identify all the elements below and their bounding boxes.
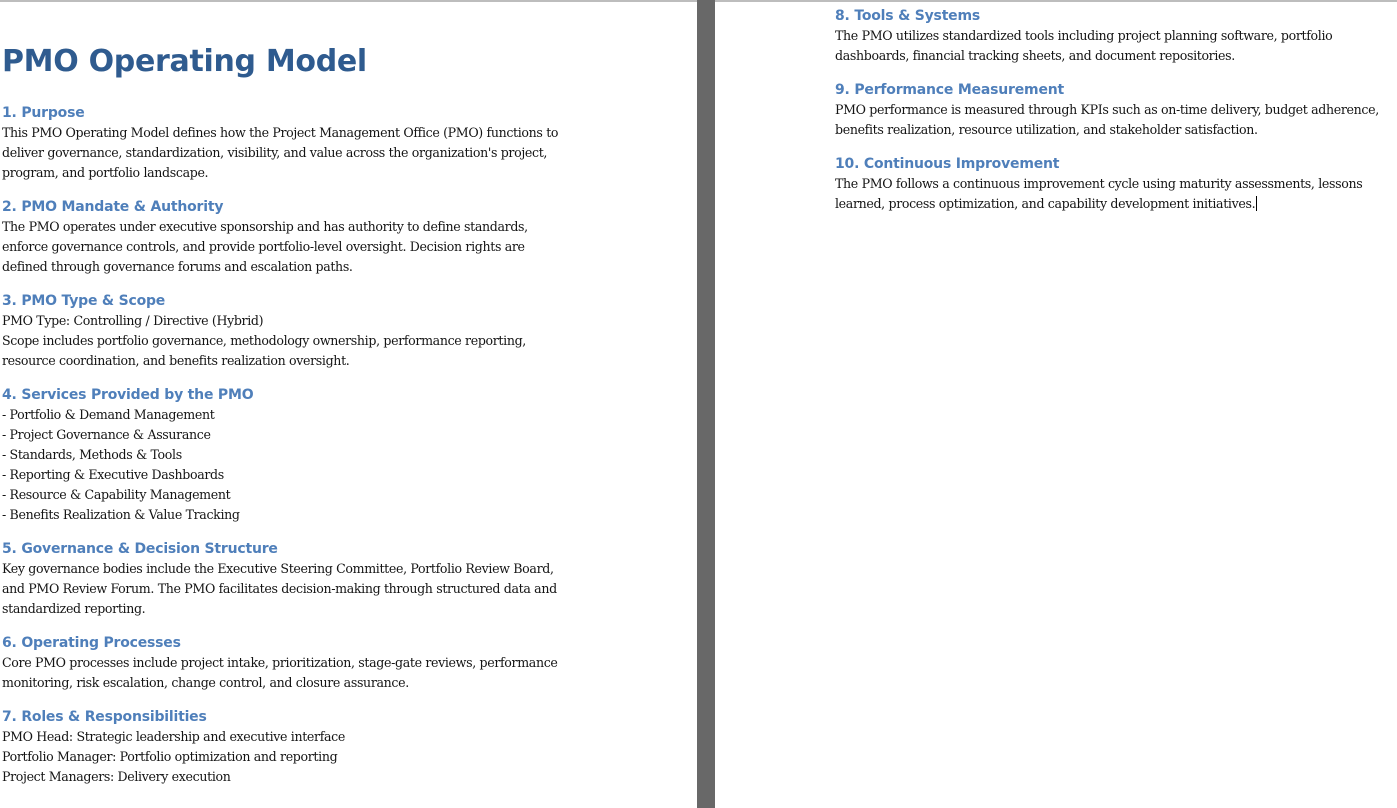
- paragraph-line: Project Managers: Delivery execution: [2, 769, 231, 784]
- section-heading: 8. Tools & Systems: [835, 8, 980, 24]
- page-separator: [697, 0, 715, 808]
- document-page-2[interactable]: [715, 0, 1397, 808]
- text-cursor: [1256, 196, 1257, 211]
- paragraph-line: defined through governance forums and escalation paths.: [2, 259, 353, 274]
- section-heading: 10. Continuous Improvement: [835, 156, 1060, 172]
- paragraph-line: and PMO Review Forum. The PMO facilitates decision-making through structured data and: [2, 581, 557, 596]
- paragraph-line: The PMO utilizes standardized tools including project planning software, portfolio: [835, 28, 1333, 43]
- paragraph-line: enforce governance controls, and provide portfolio-level oversight. Decision rights are: [2, 239, 525, 254]
- paragraph-line: dashboards, financial tracking sheets, and document repositories.: [835, 48, 1235, 63]
- section-purpose: [2, 103, 582, 183]
- section-heading: 7. Roles & Responsibilities: [2, 709, 207, 725]
- list-item: - Resource & Capability Management: [2, 487, 231, 502]
- paragraph-line: PMO performance is measured through KPIs such as on-time delivery, budget adherence,: [835, 102, 1379, 117]
- section-tools-systems: [835, 6, 1397, 66]
- document-title: PMO Operating Model: [2, 44, 367, 79]
- section-governance-decision: [2, 539, 582, 619]
- paragraph-line: deliver governance, standardization, visibility, and value across the organization's project,: [2, 145, 548, 160]
- list-item: - Benefits Realization & Value Tracking: [2, 507, 240, 522]
- paragraph-line: The PMO operates under executive sponsorship and has authority to define standards,: [2, 219, 528, 234]
- page-2-content[interactable]: [835, 6, 1397, 228]
- paragraph-line: benefits realization, resource utilization, and stakeholder satisfaction.: [835, 122, 1258, 137]
- paragraph-line: program, and portfolio landscape.: [2, 165, 209, 180]
- section-heading: 4. Services Provided by the PMO: [2, 387, 254, 403]
- list-item: - Reporting & Executive Dashboards: [2, 467, 224, 482]
- paragraph-line: standardized reporting.: [2, 601, 146, 616]
- section-mandate-authority: [2, 197, 582, 277]
- section-roles-responsibilities: [2, 707, 582, 787]
- paragraph-line: The PMO follows a continuous improvement cycle using maturity assessments, lessons: [835, 176, 1363, 191]
- section-operating-processes: [2, 633, 582, 693]
- document-page-1[interactable]: [0, 0, 697, 808]
- paragraph-line: Portfolio Manager: Portfolio optimization and reporting: [2, 749, 338, 764]
- section-performance-measurement: [835, 80, 1397, 140]
- section-type-scope: [2, 291, 582, 371]
- paragraph-line: learned, process optimization, and capability development initiatives.: [835, 196, 1256, 211]
- paragraph-line: Scope includes portfolio governance, methodology ownership, performance reporting,: [2, 333, 526, 348]
- section-heading: 3. PMO Type & Scope: [2, 293, 166, 309]
- paragraph-line: PMO Type: Controlling / Directive (Hybrid): [2, 313, 264, 328]
- paragraph-line: Core PMO processes include project intake, prioritization, stage-gate reviews, performance: [2, 655, 558, 670]
- section-heading: 1. Purpose: [2, 105, 85, 121]
- paragraph-line-with-caret: [835, 194, 1397, 214]
- section-heading: 2. PMO Mandate & Authority: [2, 199, 224, 215]
- list-item: - Standards, Methods & Tools: [2, 447, 182, 462]
- page-1-content[interactable]: [2, 41, 582, 801]
- section-heading: 5. Governance & Decision Structure: [2, 541, 278, 557]
- section-heading: 9. Performance Measurement: [835, 82, 1064, 98]
- paragraph-line: Key governance bodies include the Executive Steering Committee, Portfolio Review Board,: [2, 561, 554, 576]
- list-item: - Portfolio & Demand Management: [2, 407, 215, 422]
- paragraph-line: resource coordination, and benefits realization oversight.: [2, 353, 350, 368]
- section-heading: 6. Operating Processes: [2, 635, 181, 651]
- list-item: - Project Governance & Assurance: [2, 427, 211, 442]
- section-continuous-improvement: [835, 154, 1397, 214]
- paragraph-line: This PMO Operating Model defines how the Project Management Office (PMO) functions to: [2, 125, 559, 140]
- section-services: [2, 385, 582, 525]
- paragraph-line: monitoring, risk escalation, change control, and closure assurance.: [2, 675, 409, 690]
- paragraph-line: PMO Head: Strategic leadership and executive interface: [2, 729, 345, 744]
